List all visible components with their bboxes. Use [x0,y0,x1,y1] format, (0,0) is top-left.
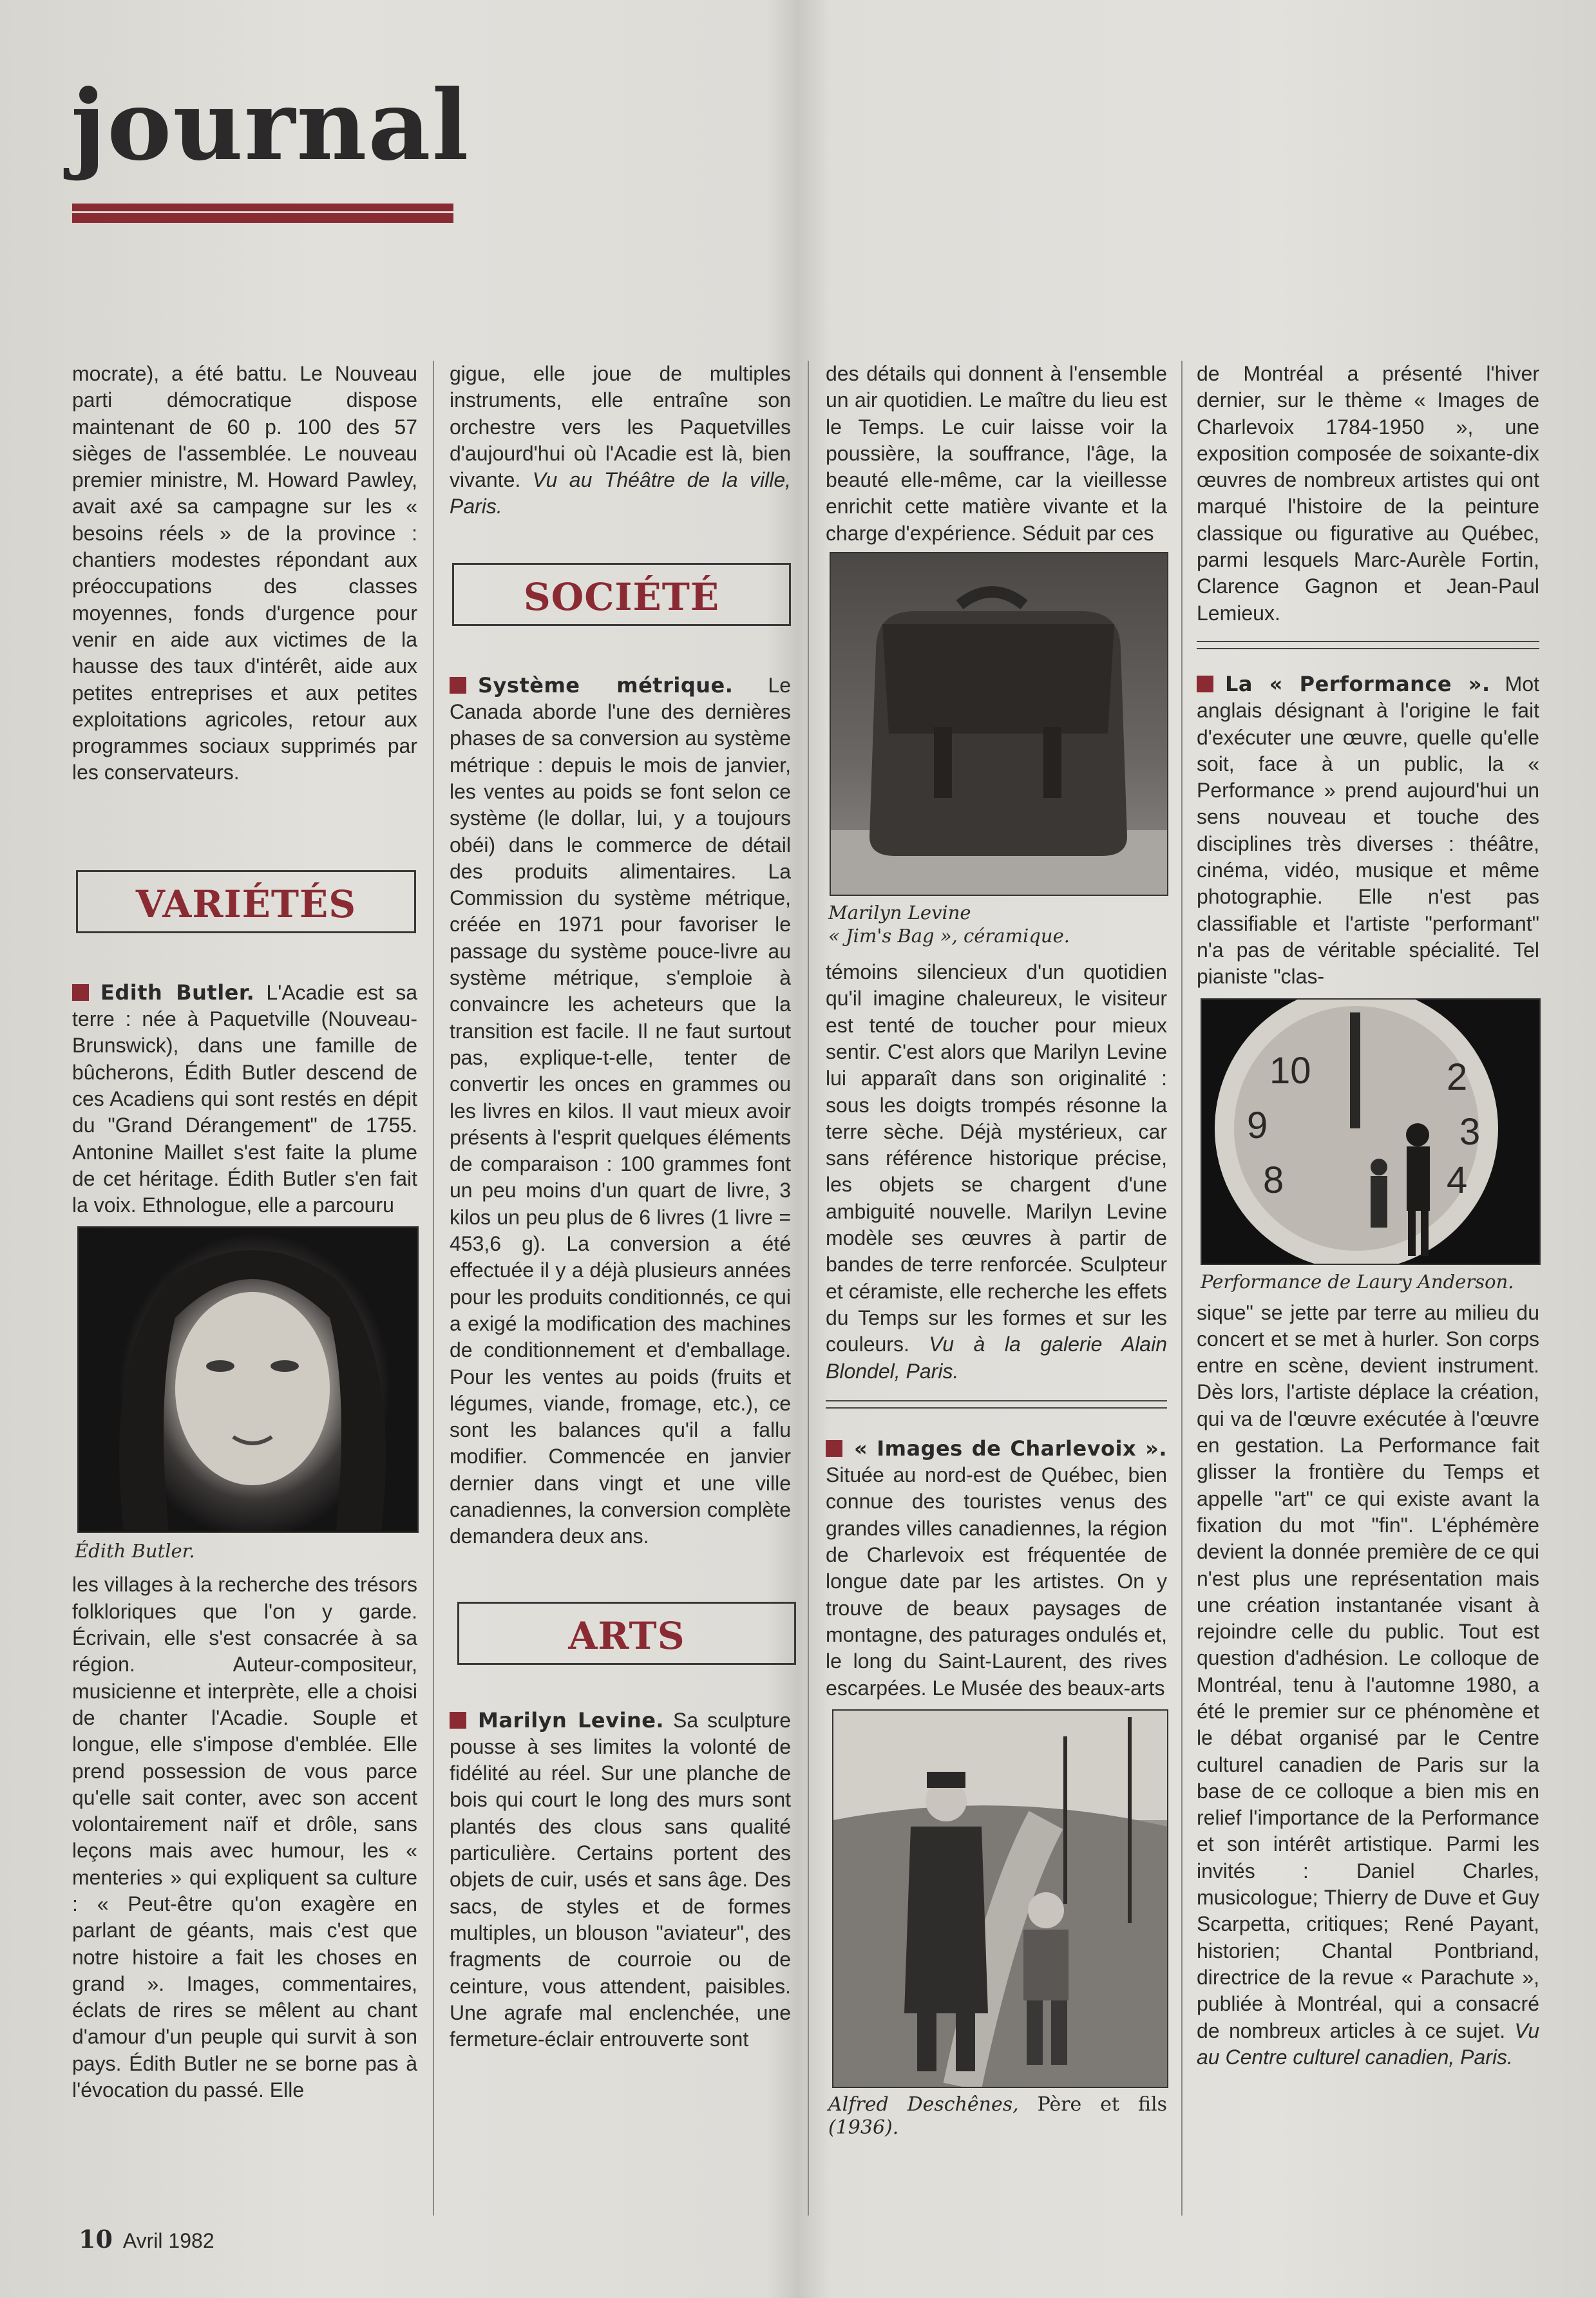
article-heading: Marilyn Levine. [478,1707,665,1733]
article-charlevoix [826,1436,1167,1702]
venue-note: Vu au Théâtre de la ville, Paris. [450,468,792,518]
painting-illustration [833,1711,1167,2087]
page-footer [79,2225,214,2254]
article-heading: Edith Butler. [100,980,255,1005]
portrait-illustration [79,1228,417,1532]
article-text: Le Canada aborde l'une des dernières phases de sa conversion au système métrique : depuis le mois de janvier, les ventes au poids se font selon ce système (le dollar, lui, y a toujours obéi) dans le commerce de détail des produits alimentaires. La Commission du système métrique, créée en 1971 pour favoriser le passage du système pouce-livre au système métrique, s'emploie à convaincre les acheteurs que la transition est facile. Il ne faut surtout pas, explique-t-elle, tenter de convertir les onces en grammes ou les livres en kilos. Il vaut mieux avoir présents à l'esprit quelques éléments de comparaison : 100 grammes font un peu moins d'un quart de livre, 3 kilos un peu plus de 6 livres (1 livre = 453,6 g). La conversion a été effectuée il y a déjà plusieurs années pour les produits conditionnés, ce qui a exigé la modification des machines de conditionnement et d'emballage. Pour les ventes au poids (fruits et légumes, viande, fromage, etc.), ce sont les balances qu'il a fallu modifier. Commencée en janvier dernier dans vingt et une ville canadiennes, la conversion complète demandera deux ans. [450,673,792,1548]
article-text: Sa sculpture pousse à ses limites la volonté de fidélité au réel. Sur une planche de bois qui court le long des murs sont plantés des clous sans qualité particulière. Certains portent des objets de cuir, usés et sans âge. Des sacs, de styles et de formes multiples, un blouson "aviateur", des fragments de courroie ou de ceinture, vous attendent, paisibles. Une agrafe mal enclenchée, une fermeture-éclair entrouverte sont [450,1708,791,2051]
painting-title: Père et fils [1037,2093,1167,2116]
article-text: mocrate), a été battu. Le Nouveau parti démocratique dispose maintenant de 60 p. 100 des 57 sièges de l'assemblée. Le nouveau premier ministre, M. Howard Pawley, avait axé sa campagne sur les « besoins réels » de la province : chantiers modestes répondant aux préoccupations des classes moyennes, fonds d'urgence pour venir en aide aux victimes de la hausse des taux d'intérêt, aide aux petites entreprises et aux petites exploitations agricoles, retour aux programmes sociaux supprimés par les conservateurs. [72,362,417,784]
article-text [1197,1300,1539,2071]
column-3 [826,361,1167,2140]
page-number: 10 [79,2225,113,2254]
venue-note: Vu au Centre culturel canadien, Paris. [1197,2018,1540,2069]
article-heading: Système métrique. [478,672,734,698]
article-text [450,361,791,520]
section-heading-societe: SOCIÉTÉ [452,563,791,626]
bullet-square [450,1712,466,1729]
article-divider [1197,641,1539,649]
article-text: de Montréal a présenté l'hiver dernier, sur le thème « Images de Charlevoix 1784-1950 », une exposition composée de soixante-dix œuvres de nombreux artistes qui ont marqué l'histoire de la peinture classique ou figurative au Québec, parmi lesquels Marc-Aurèle Fortin, Clarence Gagnon et Jean-Paul Lemieux. [1197,362,1539,625]
column-rule [433,361,434,2216]
masthead-rule [72,204,453,223]
photo-caption: Performance de Laury Anderson. [1201,1270,1514,1293]
photo-caption: Édith Butler. [75,1540,195,1562]
article-text: Située au nord-est de Québec, bien connue des touristes venus des grandes villes canadiennes, la région de Charlevoix est fréquentée de longue date par les artistes. On y trouve de beaux paysages de montagne, des paturages ondulés et, le long du Saint-Laurent, des rives escarpées. Le Musée des beaux-arts [826,1463,1167,1700]
column-1 [72,361,417,2103]
painting-year: (1936). [828,2116,899,2139]
article-butler [72,980,417,1219]
column-2 [450,361,791,2053]
article-text: L'Acadie est sa terre : née à Paquetville (Nouveau-Brunswick), dans une famille de bûcherons, Édith Butler descend de ces Acadiens qui sont restés en dépit du "Grand Dérangement" de 1755. Antonine Maillet s'est faite la plume de cet héritage. Édith Butler s'en fait la voix. Ethnologue, elle a parcouru [72,980,417,1217]
article-text [826,959,1167,1385]
article-levine [450,1707,791,2053]
article-text: des détails qui donnent à l'ensemble un air quotidien. Le maître du lieu est le Temps. Le cuir laisse voir la poussière, la souffrance, l'âge, la beauté elle-même, car la vieillesse enrichit cette matière vivante et la charge d'expérience. Séduit par ces [826,362,1167,545]
venue-note: Vu à la galerie Alain Blondel, Paris. [826,1333,1168,1383]
bullet-square [826,1440,842,1457]
article-heading: La « Performance ». [1225,671,1490,696]
photo-edith-butler [77,1226,419,1533]
issue-date: Avril 1982 [122,2229,214,2252]
svg-text:4: 4 [1447,1159,1468,1201]
svg-text:8: 8 [1263,1159,1284,1201]
column-4 [1197,361,1539,2071]
article-text-body: gigue, elle joue de multiples instruments, elle entraîne son orchestre vers les Paquetvilles d'aujourd'hui où l'Acadie est là, bien vivante. [450,362,791,492]
article-performance [1197,671,1539,991]
svg-text:10: 10 [1269,1049,1311,1092]
column-rule [1181,361,1183,2216]
photo-laury-anderson [1201,998,1541,1265]
article-text: Mot anglais désignant à l'origine le fait d'exécuter une œuvre, quelle qu'elle soit, face à un public, la « Performance » prend aujourd'hui un sens nouveau et touche des disciplines très diverses : théâtre, cinéma, vidéo, musique et même photographie. Elle n'est pas classifiable et l'artiste "performant" n'a pas de véritable spécialité. Tel pianiste "clas- [1197,672,1540,989]
svg-text:9: 9 [1247,1104,1268,1146]
article-metric [450,672,791,1550]
painting-pere-et-fils [832,1709,1168,2088]
article-text-body: témoins silencieux d'un quotidien qu'il imagine chaleureux, le visiteur est tenté de toucher pour mieux sentir. C'est alors que Marilyn Levine lui apparaît dans son originalité : sous les doigts trompés résonne la terre sèche. Déjà mystérieux, car sans référence historique précise, les objets se chargent d'une ambiguité nouvelle. Marilyn Levine modèle ses œuvres à partir de bandes de terre renforcée. Sculpteur et céramiste, elle recherche les effets du Temps sur les formes et sur les couleurs. [826,960,1167,1356]
section-heading-varietes: VARIÉTÉS [76,870,416,933]
article-text-body: sique" se jette par terre au milieu du concert et se met à hurler. Son corps entre en scène, devient instrument. Dès lors, l'artiste déplace la création, qui va de l'œuvre exécutée à l'œuvre en gestation. La Performance fait glisser la frontière du Temps et appelle "art" ce qui existe avant la fixation du mot "fin". L'éphémère devient la donnée première de ce qui n'est plus une représentation mais une création instantanée visant à rejoindre celle du public. Tout est question d'adhésion. Le colloque de Montréal, tenu à l'automne 1980, a été le premier sur ce phénomène et le débat organisé par le Centre culturel canadien de Paris sur la base de ce colloque a bien mis en relief l'importance de la Performance et son intérêt artistique. Parmi les invités : Daniel Charles, musicologue; Thierry de Duve et Guy Scarpetta, critiques; René Payant, historien; Chantal Pontbriand, directrice de la revue « Parachute », publiée à Montréal, qui a consacré de nombreux articles à ce sujet. [1197,1300,1539,2042]
photo-jims-bag [830,552,1168,896]
svg-text:3: 3 [1459,1110,1481,1153]
article-divider [826,1400,1167,1409]
column-rule [808,361,809,2216]
article-heading: « Images de Charlevoix ». [854,1436,1167,1461]
masthead-title: journal [71,69,470,182]
bag-illustration [831,553,1167,895]
svg-text:2: 2 [1447,1056,1468,1098]
photo-caption-work: « Jim's Bag », céramique. [828,925,1070,947]
bullet-square [72,984,89,1001]
section-heading-arts: ARTS [457,1602,796,1665]
bullet-square [450,677,466,694]
photo-caption-name: Marilyn Levine [828,902,971,924]
painting-caption [828,2093,1167,2140]
performance-illustration [1202,1000,1539,1264]
painting-artist: Alfred Deschênes, [828,2093,1019,2116]
article-text: les villages à la recherche des trésors folkloriques que l'on y garde. Écrivain, elle s'est consacrée à sa région. Auteur-compositeur, musicienne et interprète, elle a choisi de chanter l'Acadie. Souple et longue, elle s'impose d'emblée. Elle prend possession de vous parce qu'elle sait conter, avec son accent volontairement naïf et drôle, sans leçons mais avec humour, les « menteries » qui expliquent sa culture : « Peut-être qu'on exagère en parlant de géants, mais c'est que notre histoire a fait les choses en grand ». Images, commentaires, éclats de rires se mêlent au chant d'amour d'un peuple qui survit à son pays. Édith Butler ne se borne pas à l'évocation du passé. Elle [72,1573,417,2102]
bullet-square [1197,676,1213,692]
